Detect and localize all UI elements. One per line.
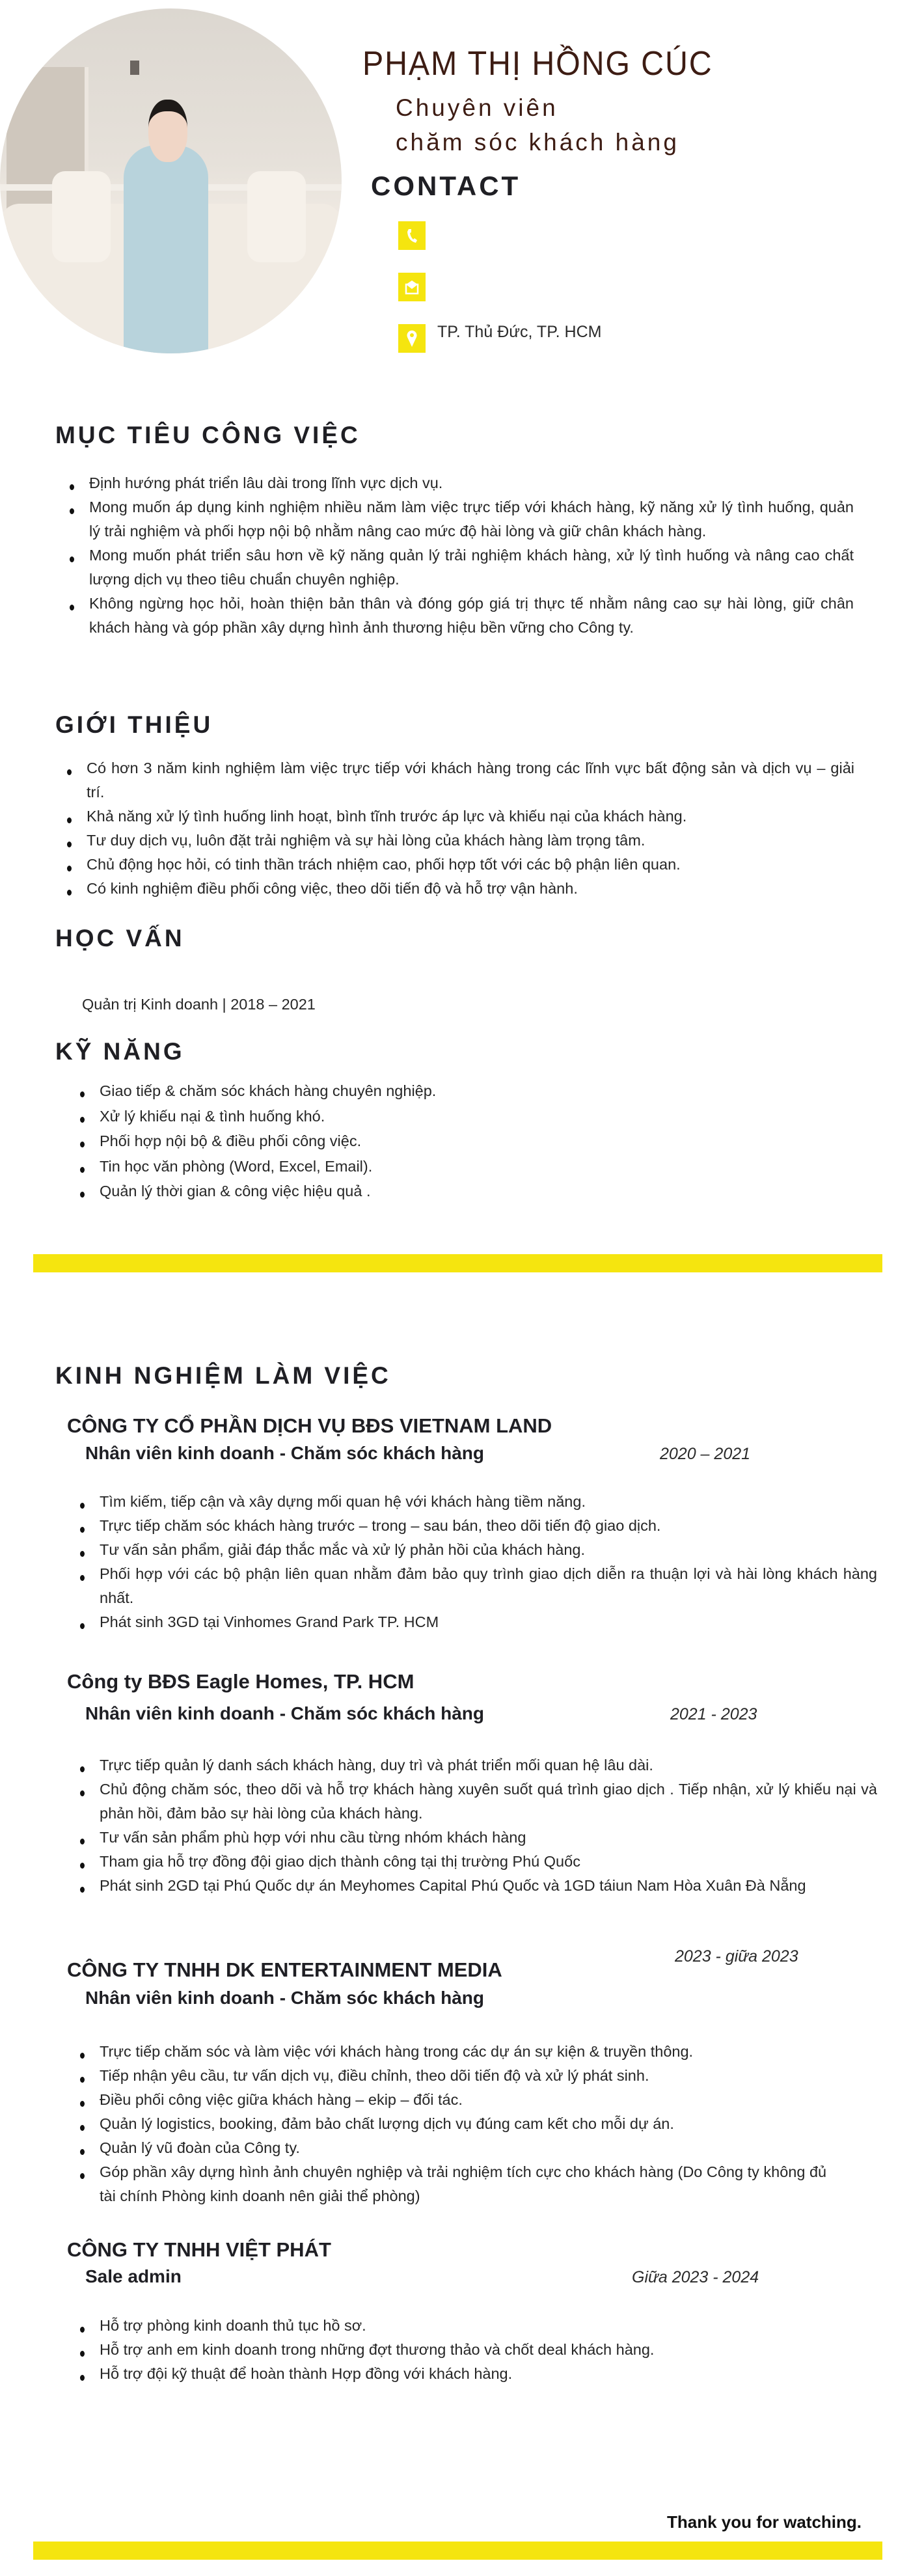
candidate-name: PHẠM THỊ HỒNG CÚC <box>362 45 713 83</box>
list-item: Có hơn 3 năm kinh nghiệm làm việc trực tiếp với khách hàng trong các lĩnh vực bất động sản và dịch vụ – giải trí. <box>87 756 854 804</box>
list-item: Hỗ trợ anh em kinh doanh trong những đợt thương thảo và chốt deal khách hàng. <box>100 2338 877 2362</box>
company-name: CÔNG TY CỔ PHẦN DỊCH VỤ BĐS VIETNAM LAND <box>67 1414 552 1437</box>
list-item: Khả năng xử lý tình huống linh hoạt, bình tĩnh trước áp lực và khiếu nại của khách hàng. <box>87 804 854 829</box>
list-item: Phối hợp nội bộ & điều phối công việc. <box>100 1129 685 1154</box>
list-item: Mong muốn phát triển sâu hơn về kỹ năng quản lý trải nghiệm khách hàng, xử lý tình huống và nâng cao chất lượng dịch vụ theo tiêu chuẩn chuyên nghiệp. <box>89 543 854 592</box>
list-item: Tư vấn sản phẩm, giải đáp thắc mắc và xử lý phản hồi của khách hàng. <box>100 1538 877 1562</box>
job-period: 2020 – 2021 <box>660 1445 751 1463</box>
company-name: CÔNG TY TNHH VIỆT PHÁT <box>67 2238 331 2261</box>
objective-heading: MỤC TIÊU CÔNG VIỆC <box>55 422 360 448</box>
job-duties-list <box>100 2040 835 2208</box>
list-item: Giao tiếp & chăm sóc khách hàng chuyên nghiệp. <box>100 1078 685 1104</box>
list-item: Tư duy dịch vụ, luôn đặt trải nghiệm và sự hài lòng của khách hàng làm trọng tâm. <box>87 829 854 853</box>
photo-person-head <box>148 100 187 162</box>
thank-you-note: Thank you for watching. <box>666 2512 862 2532</box>
list-item: Trực tiếp chăm sóc và làm việc với khách hàng trong các dự án sự kiện & truyền thông. <box>100 2040 835 2064</box>
photo-light-switch <box>130 61 139 75</box>
phone-icon <box>398 221 426 250</box>
location-pin-icon <box>398 324 426 353</box>
list-item: Quản lý vũ đoàn của Công ty. <box>100 2136 835 2160</box>
company-name: Công ty BĐS Eagle Homes, TP. HCM <box>67 1670 415 1693</box>
list-item: Phát sinh 3GD tại Vinhomes Grand Park TP. HCM <box>100 1610 877 1634</box>
list-item: Mong muốn áp dụng kinh nghiệm nhiều năm làm việc trực tiếp với khách hàng, kỹ năng xử lý tình huống, quản lý trải nghiệm và phối hợp nội bộ nhằm nâng cao mức độ hài lòng và giữ chân khách hàng. <box>89 495 854 543</box>
list-item: Hỗ trợ đội kỹ thuật để hoàn thành Hợp đồng với khách hàng. <box>100 2362 877 2386</box>
list-item: Chủ động học hỏi, có tinh thần trách nhiệm cao, phối hợp tốt với các bộ phận liên quan. <box>87 853 854 877</box>
job-title-line2: chăm sóc khách hàng <box>396 129 679 156</box>
job-role: Nhân viên kinh doanh - Chăm sóc khách hàng <box>85 1988 484 2008</box>
skills-heading: KỸ NĂNG <box>55 1038 185 1065</box>
job-role: Sale admin <box>85 2266 182 2286</box>
education-heading: HỌC VẤN <box>55 925 185 952</box>
job-role: Nhân viên kinh doanh - Chăm sóc khách hàng <box>85 1443 484 1463</box>
job-duties-list <box>100 1490 877 1634</box>
list-item: Hỗ trợ phòng kinh doanh thủ tục hồ sơ. <box>100 2314 877 2338</box>
intro-heading: GIỚI THIỆU <box>55 711 213 738</box>
photo-cushion <box>52 171 111 262</box>
education-entry: Quản trị Kinh doanh | 2018 – 2021 <box>82 996 316 1013</box>
list-item: Góp phần xây dựng hình ảnh chuyên nghiệp và trải nghiệm tích cực cho khách hàng (Do Công ty không đủ tài chính Phòng kinh doanh nên giải thể phòng) <box>100 2160 835 2208</box>
experience-heading: KINH NGHIỆM LÀM VIỆC <box>55 1362 391 1389</box>
intro-list <box>87 756 854 901</box>
skills-list <box>100 1078 685 1204</box>
job-period: 2021 - 2023 <box>670 1705 757 1723</box>
list-item: Tham gia hỗ trợ đồng đội giao dịch thành công tại thị trường Phú Quốc <box>100 1850 877 1874</box>
objective-list <box>89 471 854 640</box>
job-role: Nhân viên kinh doanh - Chăm sóc khách hàng <box>85 1703 484 1723</box>
list-item: Trực tiếp chăm sóc khách hàng trước – trong – sau bán, theo dõi tiến độ giao dịch. <box>100 1514 877 1538</box>
list-item: Tìm kiếm, tiếp cận và xây dựng mối quan hệ với khách hàng tiềm năng. <box>100 1490 877 1514</box>
list-item: Xử lý khiếu nại & tình huống khó. <box>100 1104 685 1129</box>
list-item: Tư vấn sản phẩm phù hợp với nhu cầu từng nhóm khách hàng <box>100 1826 877 1850</box>
company-name: CÔNG TY TNHH DK ENTERTAINMENT MEDIA <box>67 1958 502 1981</box>
profile-photo <box>0 8 342 353</box>
email-icon <box>398 273 426 301</box>
job-duties-list <box>100 1753 877 1898</box>
job-title-line1: Chuyên viên <box>396 94 558 121</box>
list-item: Phát sinh 2GD tại Phú Quốc dự án Meyhomes Capital Phú Quốc và 1GD táiun Nam Hòa Xuân Đà Nẵng <box>100 1874 877 1898</box>
list-item: Phối hợp với các bộ phận liên quan nhằm đảm bảo quy trình giao dịch diễn ra thuận lợi và hài lòng khách hàng nhất. <box>100 1562 877 1610</box>
divider-bar <box>33 1254 882 1272</box>
list-item: Tiếp nhận yêu cầu, tư vấn dịch vụ, điều chỉnh, theo dõi tiến độ và xử lý phát sinh. <box>100 2064 835 2088</box>
list-item: Định hướng phát triển lâu dài trong lĩnh vực dịch vụ. <box>89 471 854 495</box>
list-item: Trực tiếp quản lý danh sách khách hàng, duy trì và phát triển mối quan hệ lâu dài. <box>100 1753 877 1777</box>
job-duties-list <box>100 2314 877 2386</box>
job-period: 2023 - giữa 2023 <box>675 1947 798 1966</box>
contact-heading: CONTACT <box>371 171 521 201</box>
footer-bar <box>33 2542 882 2560</box>
photo-cushion <box>247 171 306 262</box>
list-item: Điều phối công việc giữa khách hàng – ekip – đối tác. <box>100 2088 835 2112</box>
list-item: Quản lý logistics, booking, đảm bảo chất lượng dịch vụ đúng cam kết cho mỗi dự án. <box>100 2112 835 2136</box>
list-item: Tin học văn phòng (Word, Excel, Email). <box>100 1154 685 1179</box>
photo-person <box>124 145 208 353</box>
list-item: Quản lý thời gian & công việc hiệu quả . <box>100 1179 685 1204</box>
job-period: Giữa 2023 - 2024 <box>632 2268 759 2286</box>
list-item: Chủ động chăm sóc, theo dõi và hỗ trợ khách hàng xuyên suốt quá trình giao dịch . Tiếp nhận, xử lý khiếu nại và phản hồi, đảm bảo sự hài lòng của khách hàng. <box>100 1777 877 1826</box>
list-item: Có kinh nghiệm điều phối công việc, theo dõi tiến độ và hỗ trợ vận hành. <box>87 877 854 901</box>
list-item: Không ngừng học hỏi, hoàn thiện bản thân và đóng góp giá trị thực tế nhằm nâng cao sự hài lòng, giữ chân khách hàng và góp phần xây dựng hình ảnh thương hiệu bền vững cho Công ty. <box>89 592 854 640</box>
contact-location: TP. Thủ Đức, TP. HCM <box>437 323 602 341</box>
